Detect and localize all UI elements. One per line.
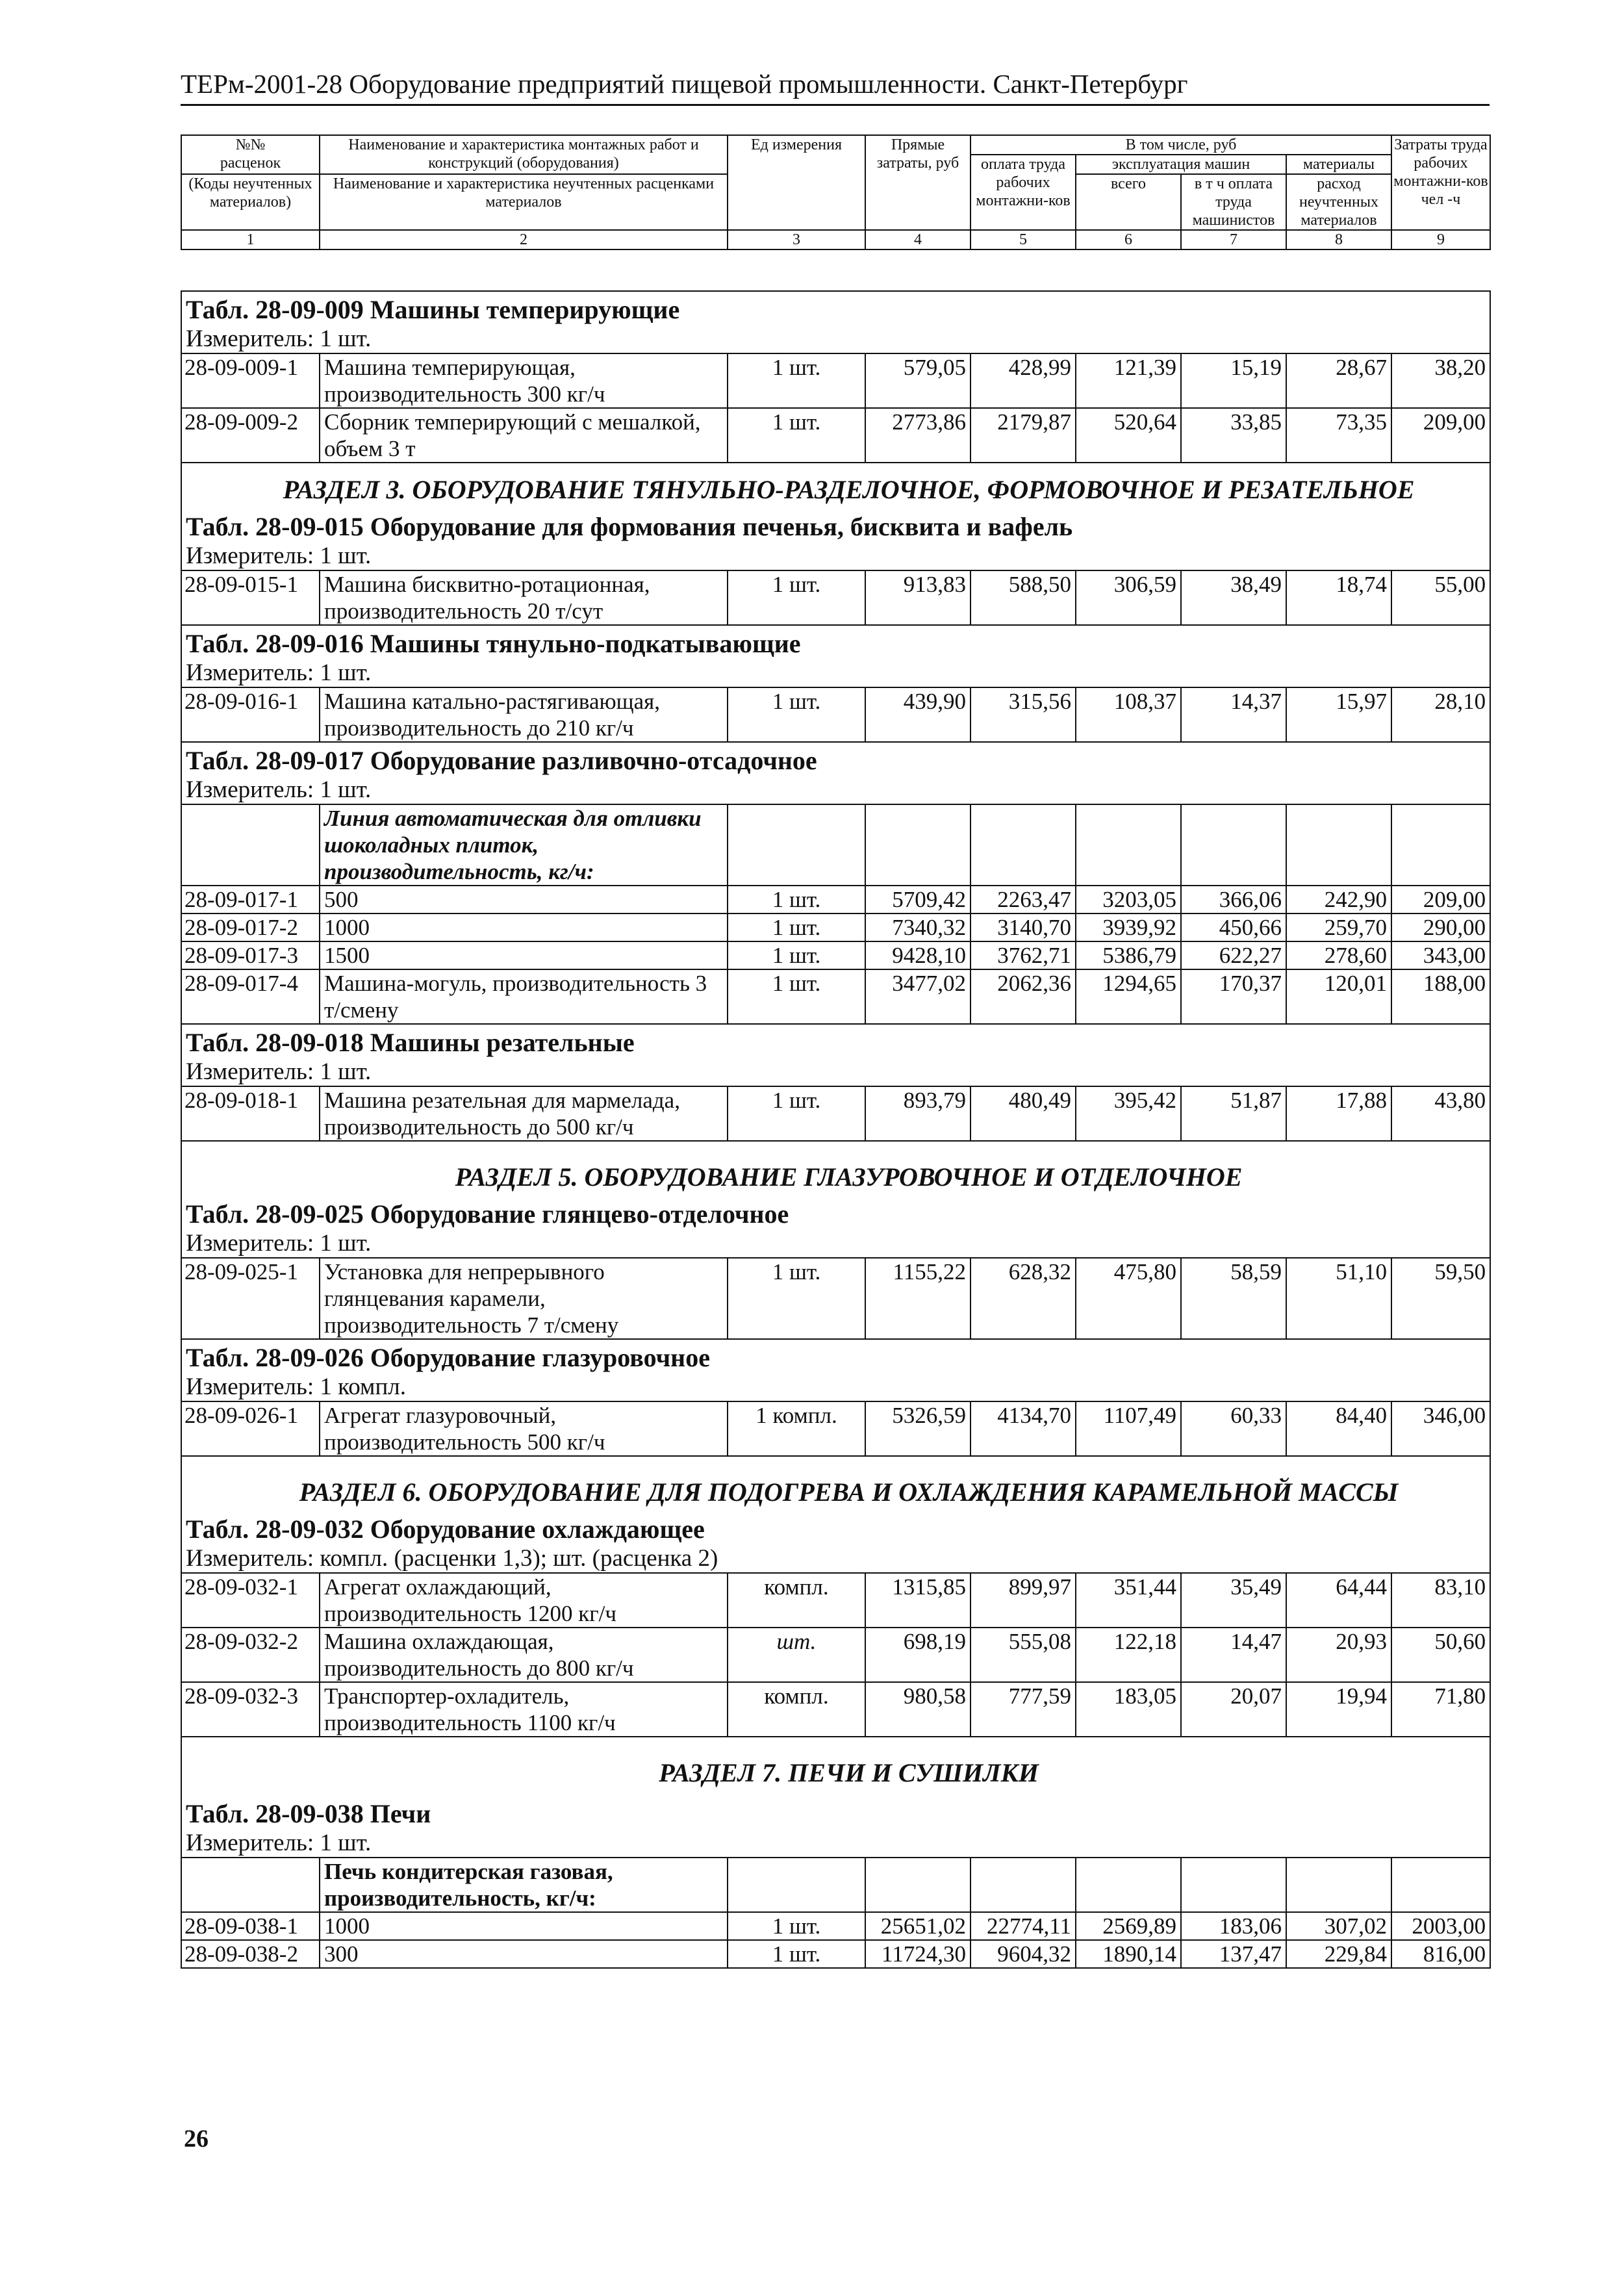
table-row — [181, 1086, 1490, 1141]
rate-name: 1000 — [320, 1912, 728, 1940]
rate-name: Установка для непрерывного глянцевания карамели, производительность 7 т/смену — [320, 1258, 728, 1339]
rate-unit: 1 шт. — [728, 408, 865, 463]
rate-name: Машина-могуль, производительность 3 т/смену — [320, 969, 728, 1024]
rate-direct-cost: 3477,02 — [865, 969, 971, 1024]
rate-materials: 229,84 — [1286, 1940, 1391, 1968]
table-title: Табл. 28-09-032 Оборудование охлаждающее — [186, 1514, 705, 1544]
rate-unit: компл. — [728, 1573, 865, 1628]
rate-unit: 1 шт. — [728, 941, 865, 969]
rate-labor-hours: 209,00 — [1391, 886, 1490, 914]
rate-materials: 120,01 — [1286, 969, 1391, 1024]
table-measure: Измеритель: компл. (расценки 1,3); шт. (расценка 2) — [186, 1545, 718, 1572]
col9-header: Затраты труда рабочих монтажни-ков чел -ч — [1391, 135, 1490, 230]
rate-labor-pay: 428,99 — [971, 353, 1076, 408]
rate-machinist-pay: 183,06 — [1181, 1912, 1286, 1940]
table-row — [181, 1258, 1490, 1339]
rate-materials: 19,94 — [1286, 1682, 1391, 1737]
col2-sub-header: Наименование и характеристика неучтенных расценками материалов — [320, 174, 728, 230]
section-6 — [181, 1456, 1490, 1573]
rate-labor-pay: 3140,70 — [971, 914, 1076, 941]
rate-direct-cost: 439,90 — [865, 687, 971, 742]
rate-direct-cost: 1155,22 — [865, 1258, 971, 1339]
section-5 — [181, 1141, 1490, 1258]
section-title: РАЗДЕЛ 5. ОБОРУДОВАНИЕ ГЛАЗУРОВОЧНОЕ И ОТДЕЛОЧНОЕ — [455, 1162, 1243, 1192]
rate-machinist-pay: 622,27 — [1181, 941, 1286, 969]
rate-name: Сборник темперирующий с мешалкой, объем 3 т — [320, 408, 728, 463]
table-row — [181, 1401, 1490, 1456]
rate-materials: 51,10 — [1286, 1258, 1391, 1339]
table-measure: Измеритель: 1 шт. — [186, 543, 372, 569]
table-row — [181, 1912, 1490, 1940]
rate-labor-pay: 555,08 — [971, 1628, 1076, 1682]
rate-labor-hours: 59,50 — [1391, 1258, 1490, 1339]
rate-name: Агрегат глазуровочный, производительность 500 кг/ч — [320, 1401, 728, 1456]
materials-header: материалы — [1286, 155, 1391, 174]
table-measure: Измеритель: 1 шт. — [186, 659, 372, 686]
col4-header: Прямые затраты, руб — [865, 135, 971, 230]
rate-labor-hours: 188,00 — [1391, 969, 1490, 1024]
rate-labor-pay: 315,56 — [971, 687, 1076, 742]
col6-header: всего — [1076, 174, 1181, 230]
rate-name: Агрегат охлаждающий, производительность 1200 кг/ч — [320, 1573, 728, 1628]
rate-materials: 307,02 — [1286, 1912, 1391, 1940]
rate-name: Транспортер-охладитель, производительность 1100 кг/ч — [320, 1682, 728, 1737]
rate-unit: 1 шт. — [728, 1258, 865, 1339]
rate-machine-total: 395,42 — [1076, 1086, 1181, 1141]
table-row — [181, 353, 1490, 408]
rate-unit: 1 шт. — [728, 914, 865, 941]
group-heading: Печь кондитерская газовая, производительность, кг/ч: — [320, 1858, 728, 1912]
rate-name: 500 — [320, 886, 728, 914]
rate-code: 28-09-016-1 — [181, 687, 320, 742]
table-measure: Измеритель: 1 шт. — [186, 1230, 372, 1257]
rate-code: 28-09-038-1 — [181, 1912, 320, 1940]
table-title: Табл. 28-09-017 Оборудование разливочно-отсадочное — [186, 746, 817, 775]
rate-labor-hours: 28,10 — [1391, 687, 1490, 742]
table-row — [181, 941, 1490, 969]
rate-unit: 1 шт. — [728, 886, 865, 914]
col3-header: Ед измерения — [728, 135, 865, 230]
rate-unit: 1 шт. — [728, 1940, 865, 1968]
rate-machinist-pay: 38,49 — [1181, 570, 1286, 625]
rate-direct-cost: 893,79 — [865, 1086, 971, 1141]
rate-machinist-pay: 366,06 — [1181, 886, 1286, 914]
rate-machine-total: 3203,05 — [1076, 886, 1181, 914]
rate-code: 28-09-017-3 — [181, 941, 320, 969]
machines-header: эксплуатация машин — [1076, 155, 1286, 174]
rate-labor-hours: 816,00 — [1391, 1940, 1490, 1968]
rate-machinist-pay: 137,47 — [1181, 1940, 1286, 1968]
rate-materials: 17,88 — [1286, 1086, 1391, 1141]
rate-code: 28-09-032-2 — [181, 1628, 320, 1682]
rate-name: 300 — [320, 1940, 728, 1968]
col7-header: в т ч оплата труда машинистов — [1181, 174, 1286, 230]
table-row — [181, 1682, 1490, 1737]
rate-name: 1000 — [320, 914, 728, 941]
rate-machine-total: 1107,49 — [1076, 1401, 1181, 1456]
rate-labor-pay: 899,97 — [971, 1573, 1076, 1628]
col1-header: №№ расценок — [181, 135, 320, 174]
table-row — [181, 1628, 1490, 1682]
rate-materials: 278,60 — [1286, 941, 1391, 969]
rate-direct-cost: 9428,10 — [865, 941, 971, 969]
rate-materials: 84,40 — [1286, 1401, 1391, 1456]
table-row — [181, 687, 1490, 742]
rate-machinist-pay: 60,33 — [1181, 1401, 1286, 1456]
rate-machine-total: 122,18 — [1076, 1628, 1181, 1682]
rate-unit: 1 компл. — [728, 1401, 865, 1456]
rate-machine-total: 183,05 — [1076, 1682, 1181, 1737]
rate-materials: 242,90 — [1286, 886, 1391, 914]
rate-labor-hours: 83,10 — [1391, 1573, 1490, 1628]
table-title: Табл. 28-09-015 Оборудование для формования печенья, бисквита и вафель — [186, 512, 1073, 541]
rate-direct-cost: 7340,32 — [865, 914, 971, 941]
rate-labor-pay: 2263,47 — [971, 886, 1076, 914]
rate-labor-pay: 4134,70 — [971, 1401, 1076, 1456]
col-number: 4 — [865, 230, 971, 249]
rate-machine-total: 351,44 — [1076, 1573, 1181, 1628]
col8-header: расход неучтенных материалов — [1286, 174, 1391, 230]
rate-labor-pay: 2179,87 — [971, 408, 1076, 463]
page-number: 26 — [184, 2125, 209, 2153]
column-header-table — [181, 134, 1491, 250]
rate-labor-hours: 343,00 — [1391, 941, 1490, 969]
table-row — [181, 969, 1490, 1024]
table-title: Табл. 28-09-009 Машины темперирующие — [186, 295, 680, 324]
table-row — [181, 1573, 1490, 1628]
rate-direct-cost: 5709,42 — [865, 886, 971, 914]
section-title: РАЗДЕЛ 3. ОБОРУДОВАНИЕ ТЯНУЛЬНО-РАЗДЕЛОЧНОЕ, ФОРМОВОЧНОЕ И РЕЗАТЕЛЬНОЕ — [283, 475, 1415, 504]
rate-unit: 1 шт. — [728, 353, 865, 408]
rate-machinist-pay: 20,07 — [1181, 1682, 1286, 1737]
col-number: 7 — [1181, 230, 1286, 249]
rate-machinist-pay: 35,49 — [1181, 1573, 1286, 1628]
table-group-28-09-018 — [181, 1024, 1490, 1086]
rate-name: Машина темперирующая, производительность 300 кг/ч — [320, 353, 728, 408]
rate-machinist-pay: 51,87 — [1181, 1086, 1286, 1141]
table-measure: Измеритель: 1 шт. — [186, 1830, 372, 1856]
rate-code: 28-09-017-4 — [181, 969, 320, 1024]
rate-machinist-pay: 58,59 — [1181, 1258, 1286, 1339]
rate-labor-hours: 50,60 — [1391, 1628, 1490, 1682]
rate-machine-total: 121,39 — [1076, 353, 1181, 408]
rate-machine-total: 1890,14 — [1076, 1940, 1181, 1968]
col2-header: Наименование и характеристика монтажных работ и конструкций (оборудования) — [320, 135, 728, 174]
rate-labor-pay: 480,49 — [971, 1086, 1076, 1141]
page-header-title: ТЕРм-2001-28 Оборудование предприятий пищевой промышленности. Санкт-Петербург — [181, 69, 1188, 99]
rate-labor-pay: 22774,11 — [971, 1912, 1076, 1940]
table-group-28-09-026 — [181, 1339, 1490, 1401]
table-title: Табл. 28-09-016 Машины тянульно-подкатывающие — [186, 629, 801, 658]
rate-name: Машина резательная для мармелада, производительность до 500 кг/ч — [320, 1086, 728, 1141]
table-title: Табл. 28-09-025 Оборудование глянцево-отделочное — [186, 1199, 789, 1229]
col-number: 5 — [971, 230, 1076, 249]
rate-machinist-pay: 450,66 — [1181, 914, 1286, 941]
table-row — [181, 1940, 1490, 1968]
table-row-group-heading — [181, 1858, 1490, 1912]
rate-machine-total: 475,80 — [1076, 1258, 1181, 1339]
rate-unit: 1 шт. — [728, 687, 865, 742]
rate-code: 28-09-025-1 — [181, 1258, 320, 1339]
rate-labor-pay: 628,32 — [971, 1258, 1076, 1339]
rates-table — [181, 290, 1491, 1969]
rate-labor-hours: 209,00 — [1391, 408, 1490, 463]
rate-unit: 1 шт. — [728, 1912, 865, 1940]
rate-unit: 1 шт. — [728, 969, 865, 1024]
rate-materials: 18,74 — [1286, 570, 1391, 625]
rate-name: Машина бисквитно-ротационная, производительность 20 т/сут — [320, 570, 728, 625]
section-title: РАЗДЕЛ 6. ОБОРУДОВАНИЕ ДЛЯ ПОДОГРЕВА И ОХЛАЖДЕНИЯ КАРАМЕЛЬНОЙ МАССЫ — [299, 1477, 1399, 1507]
rate-direct-cost: 1315,85 — [865, 1573, 971, 1628]
rate-materials: 15,97 — [1286, 687, 1391, 742]
table-row-group-heading — [181, 804, 1490, 886]
table-row — [181, 408, 1490, 463]
col1-sub-header: (Коды неучтенных материалов) — [181, 174, 320, 230]
rate-machine-total: 2569,89 — [1076, 1912, 1181, 1940]
rate-labor-pay: 2062,36 — [971, 969, 1076, 1024]
col-number: 3 — [728, 230, 865, 249]
table-measure: Измеритель: 1 шт. — [186, 776, 372, 803]
rate-labor-pay: 3762,71 — [971, 941, 1076, 969]
rate-labor-hours: 43,80 — [1391, 1086, 1490, 1141]
rate-machinist-pay: 170,37 — [1181, 969, 1286, 1024]
rate-materials: 28,67 — [1286, 353, 1391, 408]
rate-machinist-pay: 14,47 — [1181, 1628, 1286, 1682]
rate-direct-cost: 11724,30 — [865, 1940, 971, 1968]
rate-direct-cost: 913,83 — [865, 570, 971, 625]
rate-labor-hours: 290,00 — [1391, 914, 1490, 941]
rate-code: 28-09-018-1 — [181, 1086, 320, 1141]
rate-machinist-pay: 14,37 — [1181, 687, 1286, 742]
rate-labor-hours: 71,80 — [1391, 1682, 1490, 1737]
col-number: 1 — [181, 230, 320, 249]
rate-labor-hours: 38,20 — [1391, 353, 1490, 408]
rate-labor-pay: 9604,32 — [971, 1940, 1076, 1968]
included-header: В том числе, руб — [971, 135, 1391, 155]
rate-code: 28-09-032-3 — [181, 1682, 320, 1737]
rate-name: Машина катально-растягивающая, производительность до 210 кг/ч — [320, 687, 728, 742]
rate-name: 1500 — [320, 941, 728, 969]
table-title: Табл. 28-09-018 Машины резательные — [186, 1028, 635, 1057]
col5-header: оплата труда рабочих монтажни-ков — [971, 155, 1076, 230]
rate-direct-cost: 579,05 — [865, 353, 971, 408]
rate-labor-pay: 777,59 — [971, 1682, 1076, 1737]
table-title: Табл. 28-09-026 Оборудование глазуровочное — [186, 1343, 710, 1372]
rate-machine-total: 1294,65 — [1076, 969, 1181, 1024]
rate-unit: 1 шт. — [728, 1086, 865, 1141]
table-row — [181, 914, 1490, 941]
group-heading: Линия автоматическая для отливки шоколадных плиток, производительность, кг/ч: — [320, 804, 728, 886]
section-title: РАЗДЕЛ 7. ПЕЧИ И СУШИЛКИ — [659, 1758, 1039, 1787]
col-number: 9 — [1391, 230, 1490, 249]
rate-code: 28-09-038-2 — [181, 1940, 320, 1968]
rate-labor-hours: 2003,00 — [1391, 1912, 1490, 1940]
rate-machine-total: 3939,92 — [1076, 914, 1181, 941]
table-measure: Измеритель: 1 шт. — [186, 1058, 372, 1085]
table-measure: Измеритель: 1 шт. — [186, 326, 372, 352]
rate-code: 28-09-009-2 — [181, 408, 320, 463]
section-3 — [181, 463, 1490, 570]
rate-materials: 20,93 — [1286, 1628, 1391, 1682]
rate-unit: 1 шт. — [728, 570, 865, 625]
rate-code: 28-09-017-1 — [181, 886, 320, 914]
col-number: 8 — [1286, 230, 1391, 249]
table-measure: Измеритель: 1 компл. — [186, 1373, 406, 1400]
rate-machine-total: 520,64 — [1076, 408, 1181, 463]
rate-labor-pay: 588,50 — [971, 570, 1076, 625]
rate-code: 28-09-009-1 — [181, 353, 320, 408]
table-row — [181, 886, 1490, 914]
rate-direct-cost: 698,19 — [865, 1628, 971, 1682]
table-group-28-09-017 — [181, 742, 1490, 804]
rate-labor-hours: 346,00 — [1391, 1401, 1490, 1456]
rate-direct-cost: 980,58 — [865, 1682, 971, 1737]
section-7 — [181, 1737, 1490, 1858]
rate-unit: компл. — [728, 1682, 865, 1737]
table-title: Табл. 28-09-038 Печи — [186, 1799, 431, 1828]
rate-machinist-pay: 15,19 — [1181, 353, 1286, 408]
rate-materials: 73,35 — [1286, 408, 1391, 463]
rate-materials: 259,70 — [1286, 914, 1391, 941]
table-row — [181, 570, 1490, 625]
rate-labor-hours: 55,00 — [1391, 570, 1490, 625]
col-number: 2 — [320, 230, 728, 249]
rate-code: 28-09-032-1 — [181, 1573, 320, 1628]
rate-direct-cost: 25651,02 — [865, 1912, 971, 1940]
rate-direct-cost: 2773,86 — [865, 408, 971, 463]
rate-code: 28-09-017-2 — [181, 914, 320, 941]
table-group-28-09-016 — [181, 625, 1490, 687]
rate-machine-total: 5386,79 — [1076, 941, 1181, 969]
rate-direct-cost: 5326,59 — [865, 1401, 971, 1456]
table-group-28-09-009 — [181, 291, 1490, 353]
col-number: 6 — [1076, 230, 1181, 249]
rate-code: 28-09-026-1 — [181, 1401, 320, 1456]
rate-code: 28-09-015-1 — [181, 570, 320, 625]
rate-machinist-pay: 33,85 — [1181, 408, 1286, 463]
rate-machine-total: 108,37 — [1076, 687, 1181, 742]
header-rule — [181, 104, 1490, 106]
rate-machine-total: 306,59 — [1076, 570, 1181, 625]
rate-unit: шт. — [728, 1628, 865, 1682]
rate-materials: 64,44 — [1286, 1573, 1391, 1628]
rate-name: Машина охлаждающая, производительность до 800 кг/ч — [320, 1628, 728, 1682]
